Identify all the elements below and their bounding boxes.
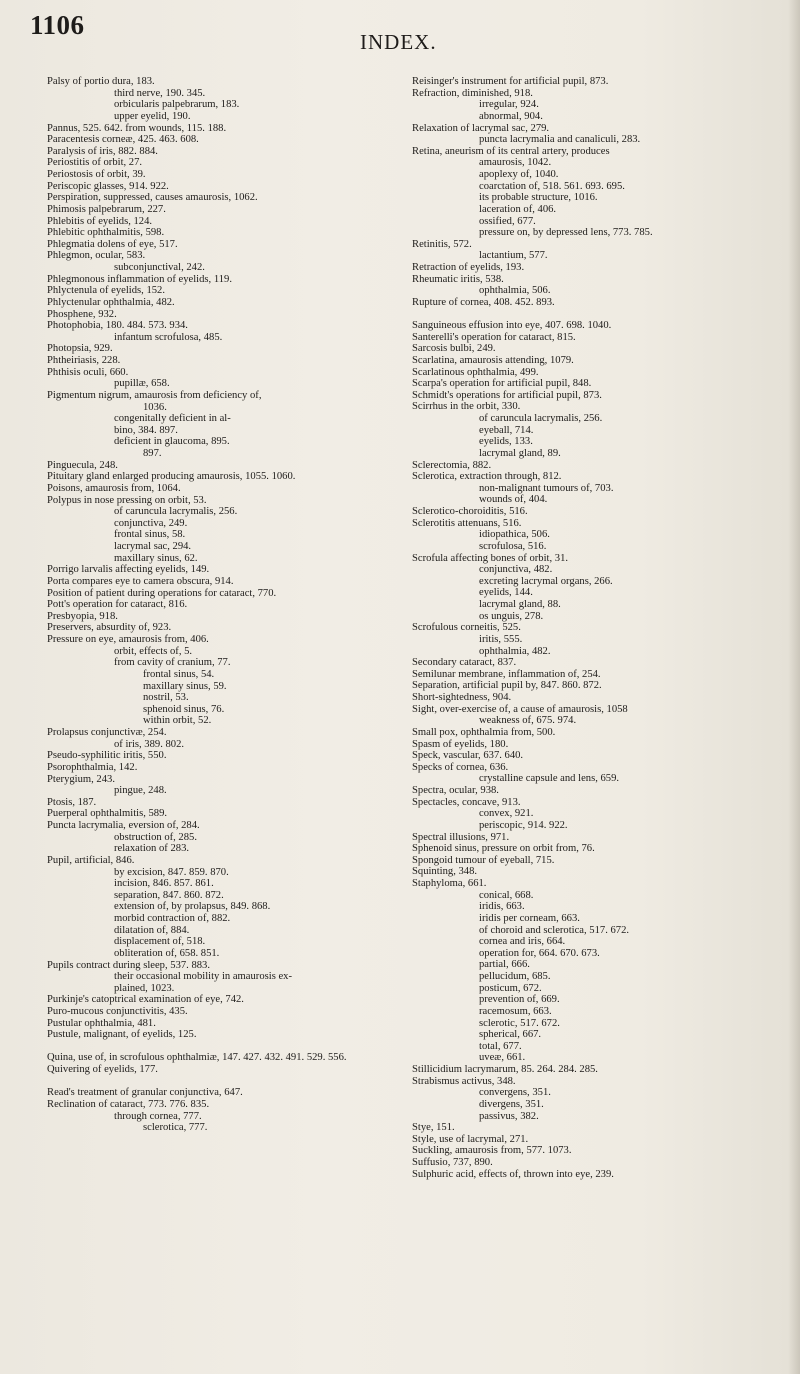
index-subentry: extension of, by prolapsus, 849. 868.: [114, 901, 271, 913]
index-entry: Quina, use of, in scrofulous ophthalmiæ, 147. 427. 432. 491. 529. 556.: [47, 1052, 347, 1064]
index-entry: Stye, 151.: [412, 1122, 455, 1134]
index-subentry: prevention of, 669.: [479, 994, 560, 1006]
index-subentry: conjunctiva, 482.: [479, 564, 553, 576]
index-entry: Photophobia, 180. 484. 573. 934.: [47, 320, 188, 332]
index-subentry: eyeball, 714.: [479, 424, 534, 436]
index-subentry: ossified, 677.: [479, 215, 536, 227]
index-subentry: operation for, 664. 670. 673.: [479, 947, 600, 959]
index-entry: Phosphene, 932.: [47, 308, 117, 320]
index-subentry: scrofulosa, 516.: [479, 540, 547, 552]
index-entry: Puerperal ophthalmitis, 589.: [47, 808, 168, 820]
index-subentry: 1036.: [143, 401, 167, 413]
index-subentry: morbid contraction of, 882.: [114, 913, 231, 924]
index-entry: Sarcosis bulbi, 249.: [412, 343, 496, 355]
index-subentry: their occasional mobility in amaurosis ex-: [114, 971, 292, 983]
index-entry: Secondary cataract, 837.: [412, 657, 517, 669]
index-entry: Pressure on eye, amaurosis from, 406.: [47, 634, 209, 645]
index-entry: Presbyopia, 918.: [47, 610, 118, 622]
index-entry: Paracentesis corneæ, 425. 463. 608.: [47, 134, 199, 146]
index-entry: Spasm of eyelids, 180.: [412, 738, 509, 750]
index-entry: Sclerotitis attenuans, 516.: [412, 517, 522, 529]
index-subentry: abnormal, 904.: [479, 110, 543, 122]
index-subentry: cornea and iris, 664.: [479, 936, 566, 948]
index-subentry: congenitally deficient in al-: [114, 413, 231, 425]
index-subentry: pupillæ, 658.: [114, 378, 170, 390]
index-entry: Read's treatment of granular conjunctiva, 647.: [47, 1087, 243, 1099]
index-entry: Phtheiriasis, 228.: [47, 355, 121, 366]
index-subentry: subconjunctival, 242.: [114, 262, 205, 273]
index-entry: Pott's operation for cataract, 816.: [47, 599, 188, 611]
index-subentry: wounds of, 404.: [479, 494, 548, 506]
index-subentry: frontal sinus, 58.: [114, 529, 186, 541]
index-subentry: sclerotica, 777.: [143, 1122, 208, 1134]
index-subentry: non-malignant tumours of, 703.: [479, 482, 614, 494]
index-subentry: convergens, 351.: [479, 1087, 551, 1099]
index-entry: Sight, over-exercise of, a cause of amaurosis, 1058: [412, 703, 628, 715]
index-entry: Sclerotico-choroiditis, 516.: [412, 506, 528, 518]
index-column-right: [412, 76, 784, 1180]
index-entry: Squinting, 348.: [412, 866, 478, 878]
index-entry: Rupture of cornea, 408. 452. 893.: [412, 296, 555, 308]
index-subentry: conjunctiva, 249.: [114, 517, 188, 529]
index-entry: Ptosis, 187.: [47, 796, 97, 808]
index-subentry: obstruction of, 285.: [114, 831, 197, 843]
index-entry: Scrofulous corneitis, 525.: [412, 622, 521, 634]
index-entry: Reclination of cataract, 773. 776. 835.: [47, 1098, 210, 1110]
index-entry: Perspiration, suppressed, causes amaurosis, 1062.: [47, 192, 258, 204]
index-entry: Small pox, ophthalmia from, 500.: [412, 726, 556, 738]
index-subentry: ophthalmia, 506.: [479, 285, 551, 297]
index-subentry: eyelids, 133.: [479, 436, 533, 448]
index-subentry: third nerve, 190. 345.: [114, 87, 206, 99]
index-subentry: laceration of, 406.: [479, 203, 557, 215]
index-entry: Specks of cornea, 636.: [412, 761, 509, 773]
index-entry: Periscopic glasses, 914. 922.: [47, 180, 169, 192]
section-gap: [412, 309, 784, 321]
index-subentry: its probable structure, 1016.: [479, 192, 598, 204]
index-subentry: plained, 1023.: [114, 982, 175, 994]
index-entry: Scarlatinous ophthalmia, 499.: [412, 366, 539, 378]
index-column-left: [47, 76, 399, 1134]
index-entry: Pustular ophthalmia, 481.: [47, 1017, 156, 1029]
index-subentry: spherical, 667.: [479, 1029, 542, 1041]
section-gap: [47, 1041, 399, 1053]
index-subentry: of iris, 389. 802.: [114, 738, 185, 750]
index-entry: Sphenoid sinus, pressure on orbit from, 76.: [412, 843, 595, 855]
index-subentry: lactantium, 577.: [479, 250, 548, 262]
index-subentry: separation, 847. 860. 872.: [114, 889, 224, 901]
index-subentry: displacement of, 518.: [114, 936, 206, 948]
index-subentry: lacrymal gland, 88.: [479, 599, 561, 611]
index-entry: Speck, vascular, 637. 640.: [412, 750, 524, 762]
index-entry: Phimosis palpebrarum, 227.: [47, 203, 166, 215]
index-entry: Sclerotica, extraction through, 812.: [412, 471, 562, 483]
index-subentry: idiopathica, 506.: [479, 529, 550, 541]
index-subentry: conical, 668.: [479, 889, 534, 901]
index-subentry: relaxation of 283.: [114, 843, 190, 855]
index-subentry: by excision, 847. 859. 870.: [114, 866, 229, 878]
index-entry: Scirrhus in the orbit, 330.: [412, 401, 521, 413]
index-entry: Suffusio, 737, 890.: [412, 1157, 493, 1169]
index-entry: Poisons, amaurosis from, 1064.: [47, 482, 181, 494]
index-subentry: iridis, 663.: [479, 901, 525, 913]
index-entry: Position of patient during operations for cataract, 770.: [47, 587, 277, 599]
index-entry: Puro-mucous conjunctivitis, 435.: [47, 1006, 188, 1017]
index-subentry: lacrymal sac, 294.: [114, 541, 192, 552]
index-entry: Spongoid tumour of eyeball, 715.: [412, 854, 555, 866]
index-entry: Puncta lacrymalia, eversion of, 284.: [47, 820, 200, 831]
running-head: INDEX.: [360, 30, 437, 54]
index-entry: Schmidt's operations for artificial pupil, 873.: [412, 389, 602, 401]
index-subentry: weakness of, 675. 974.: [479, 715, 577, 727]
index-entry: Pseudo-syphilitic iritis, 550.: [47, 750, 167, 762]
index-entry: Periostitis of orbit, 27.: [47, 157, 143, 169]
index-entry: Reisinger's instrument for artificial pupil, 873.: [412, 76, 609, 87]
index-entry: Retina, aneurism of its central artery, produces: [412, 145, 610, 157]
index-subentry: crystalline capsule and lens, 659.: [479, 773, 620, 785]
section-gap: [47, 1076, 399, 1088]
index-entry: Pupil, artificial, 846.: [47, 854, 135, 866]
index-subentry: pellucidum, 685.: [479, 971, 551, 983]
index-entry: Pannus, 525. 642. from wounds, 115. 188.: [47, 122, 227, 134]
index-subentry: maxillary sinus, 59.: [143, 680, 227, 692]
index-entry: Phlegmonous inflammation of eyelids, 119.: [47, 273, 232, 285]
index-entry: Sulphuric acid, effects of, thrown into eye, 239.: [412, 1168, 614, 1180]
index-subentry: coarctation of, 518. 561. 693. 695.: [479, 180, 625, 192]
index-entry: Spectral illusions, 971.: [412, 831, 510, 843]
index-subentry: passivus, 382.: [479, 1110, 539, 1122]
index-subentry: maxillary sinus, 62.: [114, 552, 198, 564]
index-entry: Scarlatina, amaurosis attending, 1079.: [412, 354, 574, 366]
index-entry: Strabismus activus, 348.: [412, 1075, 516, 1087]
index-entry: Photopsia, 929.: [47, 343, 113, 355]
index-subentry: infantum scrofulosa, 485.: [114, 331, 223, 343]
index-subentry: of caruncula lacrymalis, 256.: [114, 506, 238, 518]
index-entry: Phlegmatia dolens of eye, 517.: [47, 238, 178, 250]
index-subentry: posticum, 672.: [479, 982, 542, 994]
page-edge-shadow: [788, 0, 800, 1374]
index-entry: Pterygium, 243.: [47, 773, 115, 785]
index-subentry: os unguis, 278.: [479, 610, 544, 622]
index-subentry: of caruncula lacrymalis, 256.: [479, 413, 603, 425]
index-subentry: sclerotic, 517. 672.: [479, 1017, 560, 1029]
index-subentry: total, 677.: [479, 1040, 522, 1052]
index-subentry: iritis, 555.: [479, 633, 523, 645]
index-subentry: through cornea, 777.: [114, 1110, 202, 1122]
index-entry: Spectra, ocular, 938.: [412, 785, 499, 797]
index-subentry: racemosum, 663.: [479, 1005, 552, 1017]
index-subentry: partial, 666.: [479, 959, 530, 971]
index-subentry: deficient in glaucoma, 895.: [114, 436, 230, 448]
index-entry: Prolapsus conjunctivæ, 254.: [47, 727, 167, 738]
index-entry: Purkinje's catoptrical examination of eye, 742.: [47, 994, 244, 1006]
index-entry: Retraction of eyelids, 193.: [412, 262, 525, 273]
index-subentry: upper eyelid, 190.: [114, 110, 191, 122]
index-entry: Phthisis oculi, 660.: [47, 366, 129, 378]
index-subentry: puncta lacrymalia and canaliculi, 283.: [479, 134, 641, 146]
index-entry: Phlebitis of eyelids, 124.: [47, 215, 153, 227]
index-entry: Semilunar membrane, inflammation of, 254.: [412, 668, 601, 680]
index-subentry: frontal sinus, 54.: [143, 668, 215, 680]
index-entry: Short-sightedness, 904.: [412, 692, 512, 704]
index-entry: Sanguineous effusion into eye, 407. 698. 1040.: [412, 320, 612, 332]
page-number: 1106: [30, 10, 85, 40]
index-entry: Relaxation of lacrymal sac, 279.: [412, 122, 550, 134]
index-entry: Stillicidium lacrymarum, 85. 264. 284. 285.: [412, 1064, 598, 1076]
index-entry: Retinitis, 572.: [412, 238, 472, 250]
index-entry: Preservers, absurdity of, 923.: [47, 622, 172, 634]
index-subentry: eyelids, 144.: [479, 587, 533, 599]
index-entry: Spectacles, concave, 913.: [412, 796, 521, 808]
index-entry: Style, use of lacrymal, 271.: [412, 1133, 529, 1145]
index-subentry: dilatation of, 884.: [114, 924, 190, 936]
index-subentry: bino, 384. 897.: [114, 424, 178, 436]
index-subentry: uveæ, 661.: [479, 1052, 526, 1064]
index-subentry: 897.: [143, 448, 162, 459]
index-entry: Refraction, diminished, 918.: [412, 87, 533, 99]
index-subentry: obliteration of, 658. 851.: [114, 947, 220, 959]
index-entry: Pustule, malignant, of eyelids, 125.: [47, 1029, 197, 1041]
index-subentry: excreting lacrymal organs, 266.: [479, 575, 613, 587]
index-entry: Pupils contract during sleep, 537. 883.: [47, 959, 211, 971]
index-entry: Porta compares eye to camera obscura, 914.: [47, 575, 234, 587]
index-entry: Phlegmon, ocular, 583.: [47, 250, 146, 262]
index-subentry: from cavity of cranium, 77.: [114, 657, 231, 669]
index-subentry: sphenoid sinus, 76.: [143, 703, 225, 715]
index-entry: Phlyctenular ophthalmia, 482.: [47, 296, 175, 308]
index-entry: Phlyctenula of eyelids, 152.: [47, 285, 165, 297]
index-entry: Psorophthalmia, 142.: [47, 761, 138, 773]
index-entry: Santerelli's operation for cataract, 815.: [412, 331, 576, 343]
index-subentry: iridis per corneam, 663.: [479, 912, 580, 924]
index-entry: Quivering of eyelids, 177.: [47, 1064, 158, 1076]
index-subentry: nostril, 53.: [143, 692, 189, 704]
index-subentry: orbit, effects of, 5.: [114, 645, 193, 657]
index-subentry: periscopic, 914. 922.: [479, 819, 568, 831]
index-entry: Palsy of portio dura, 183.: [47, 76, 155, 87]
index-entry: Scarpa's operation for artificial pupil, 848.: [412, 378, 592, 390]
index-subentry: of choroid and sclerotica, 517. 672.: [479, 924, 630, 936]
index-subentry: divergens, 351.: [479, 1098, 544, 1110]
index-entry: Pinguecula, 248.: [47, 459, 118, 471]
index-entry: Staphyloma, 661.: [412, 878, 487, 890]
index-entry: Pituitary gland enlarged producing amaurosis, 1055. 1060.: [47, 471, 296, 483]
index-subentry: amaurosis, 1042.: [479, 157, 552, 169]
index-entry: Rheumatic iritis, 538.: [412, 273, 504, 285]
index-subentry: lacrymal gland, 89.: [479, 447, 561, 459]
index-entry: Scrofula affecting bones of orbit, 31.: [412, 552, 569, 564]
index-subentry: ophthalmia, 482.: [479, 645, 551, 657]
index-entry: Sclerectomia, 882.: [412, 459, 492, 471]
index-subentry: convex, 921.: [479, 808, 534, 820]
index-entry: Suckling, amaurosis from, 577. 1073.: [412, 1145, 572, 1157]
index-entry: Separation, artificial pupil by, 847. 860. 872.: [412, 680, 602, 692]
index-subentry: pressure on, by depressed lens, 773. 785.: [479, 227, 653, 239]
index-subentry: pingue, 248.: [114, 785, 167, 797]
index-subentry: incision, 846. 857. 861.: [114, 878, 214, 890]
index-entry: Polypus in nose pressing on orbit, 53.: [47, 494, 207, 506]
index-entry: Paralysis of iris, 882. 884.: [47, 145, 158, 157]
index-subentry: orbicularis palpebrarum, 183.: [114, 99, 240, 111]
index-subentry: within orbit, 52.: [143, 715, 212, 727]
index-entry: Phlebitic ophthalmitis, 598.: [47, 227, 165, 239]
index-entry: Periostosis of orbit, 39.: [47, 169, 146, 180]
index-entry: Porrigo larvalis affecting eyelids, 149.: [47, 564, 210, 576]
index-entry: Pigmentum nigrum, amaurosis from deficiency of,: [47, 389, 262, 401]
index-subentry: apoplexy of, 1040.: [479, 169, 559, 180]
index-subentry: irregular, 924.: [479, 99, 539, 111]
